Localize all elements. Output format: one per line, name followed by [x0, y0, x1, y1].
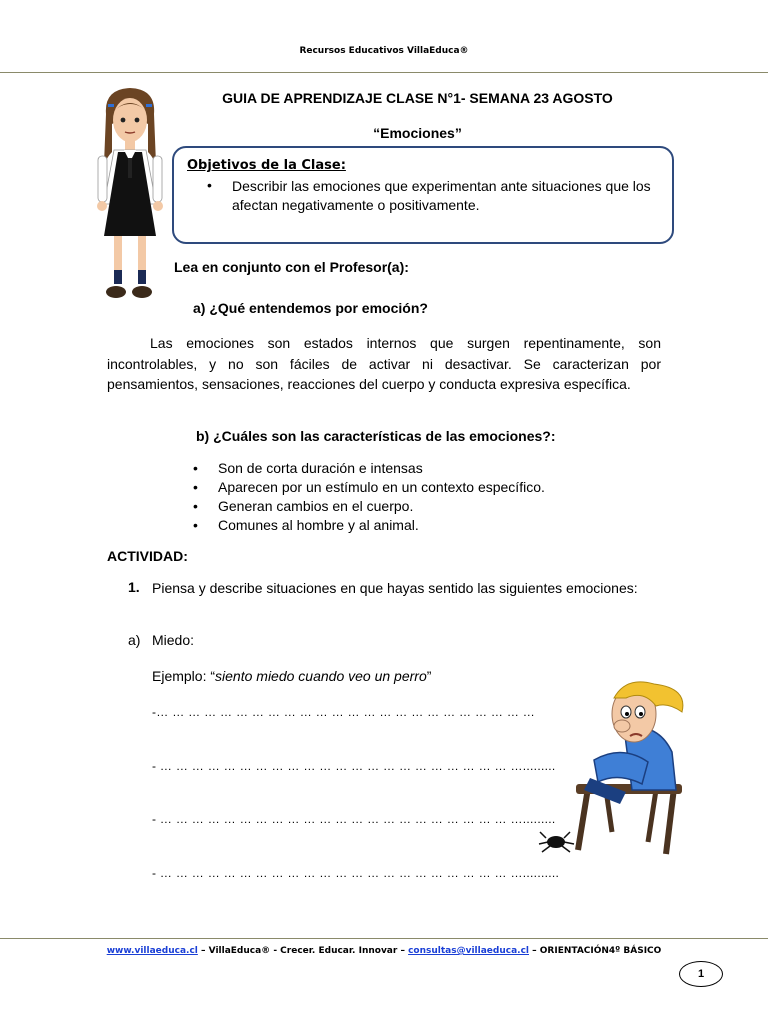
header-rule: [0, 72, 768, 73]
example-suffix: ”: [426, 668, 432, 684]
answer-line[interactable]: - … … … … … … … … … … … … … … … … … … … … … … ….........: [152, 812, 556, 826]
objective-item: Describir las emociones que experimentan ante situaciones que los afectan negativamente o positivamente.: [232, 178, 651, 213]
list-bullet: •: [193, 460, 198, 476]
answer-line[interactable]: - … … … … … … … … … … … … … … … … … … … … … … …..........: [152, 866, 560, 880]
page-number: 1: [679, 961, 723, 987]
objective-bullet: •: [207, 177, 212, 193]
answer-line[interactable]: -… … … … … … … … … … … … … … … … … … … … … … … …: [152, 705, 536, 719]
activity-instruction: Piensa y describe situaciones en que hayas sentido las siguientes emociones:: [152, 580, 638, 596]
page-header: Recursos Educativos VillaEduca®: [299, 46, 469, 56]
item-text: Miedo:: [152, 632, 195, 648]
question-a: a) ¿Qué entendemos por emoción?: [193, 300, 428, 316]
answer-line[interactable]: - … … … … … … … … … … … … … … … … … … … … … … ….........: [152, 759, 556, 773]
list-item: Son de corta duración e intensas: [218, 460, 423, 476]
activity-number: 1.: [128, 579, 140, 595]
example-line: [152, 668, 431, 684]
email-link[interactable]: consultas@villaeduca.cl: [408, 946, 529, 956]
activity-heading: ACTIVIDAD:: [107, 548, 188, 564]
question-b: b) ¿Cuáles son las características de las emociones?:: [196, 428, 556, 444]
page-title: GUIA DE APRENDIZAJE CLASE N°1- SEMANA 23 AGOSTO: [222, 90, 613, 106]
example-prefix: Ejemplo: “: [152, 668, 216, 684]
page-subtitle: “Emociones”: [373, 125, 462, 141]
footer-end: – ORIENTACIÓN4º BÁSICO: [529, 946, 662, 956]
emotion-definition: Las emociones son estados internos que surgen repentinamente, son incontrolables, y no son fáciles de activar ni desactivar. Se caracterizan por pensamientos, sensaciones, reacciones del cuerpo y conducta expresiva específica.: [107, 335, 661, 392]
list-item: Comunes al hombre y al animal.: [218, 517, 419, 533]
item-label: a): [128, 632, 141, 648]
footer-rule: [0, 938, 768, 939]
girl-illustration: [94, 84, 166, 304]
scared-boy-illustration: [536, 672, 696, 862]
read-instruction: Lea en conjunto con el Profesor(a):: [174, 259, 409, 275]
page-footer: [0, 946, 768, 956]
list-bullet: •: [193, 517, 198, 533]
objectives-heading: Objetivos de la Clase:: [187, 158, 346, 173]
list-bullet: •: [193, 479, 198, 495]
list-item: Aparecen por un estímulo en un contexto específico.: [218, 479, 545, 495]
list-bullet: •: [193, 498, 198, 514]
website-link[interactable]: www.villaeduca.cl: [106, 946, 198, 956]
example-text: siento miedo cuando veo un perro: [215, 668, 427, 684]
footer-middle: – VillaEduca® - Crecer. Educar. Innovar –: [197, 946, 409, 956]
list-item: Generan cambios en el cuerpo.: [218, 498, 414, 514]
